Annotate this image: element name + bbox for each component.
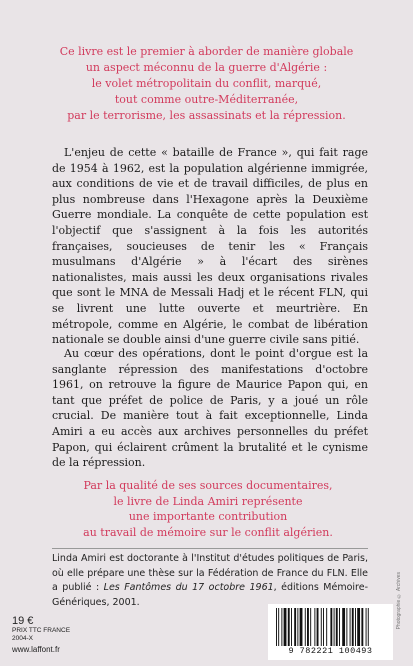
barcode-bar: [346, 608, 347, 646]
outro-line: au travail de mémoire sur le conflit algérien.: [83, 525, 333, 539]
barcode-bar: [278, 608, 279, 646]
barcode-bar: [336, 608, 338, 646]
author-bio: [52, 552, 368, 610]
barcode-bar: [357, 608, 360, 646]
barcode-bar: [330, 608, 332, 646]
barcode-bar: [339, 608, 340, 646]
price-label: PRIX TTC FRANCE: [12, 627, 71, 634]
barcode-bar: [300, 608, 303, 646]
barcode-bar: [307, 608, 309, 646]
outro-line: Par la qualité de ses sources documentaires,: [83, 479, 333, 492]
intro-line: par le terrorisme, les assassinats et la répression.: [67, 109, 346, 122]
barcode-bar: [368, 608, 369, 646]
barcode-bars: [276, 608, 384, 646]
barcode-bar: [361, 608, 363, 646]
barcode-bar: [317, 608, 319, 646]
barcode-bar: [355, 608, 356, 646]
barcode-bar: [350, 608, 351, 646]
barcode-bar: [326, 608, 327, 646]
outro-line: une importante contribution: [128, 510, 288, 524]
intro-line: tout comme outre-Méditerranée,: [114, 93, 299, 106]
barcode-bar: [352, 608, 354, 646]
barcode-bar: [310, 608, 311, 646]
barcode-bar: [342, 608, 345, 646]
body-paragraph-2: Au cœur des opérations, dont le point d'orgue est la sanglante répression des manifestations d'octobre 1961, on retrouve la figure de Maurice Papon qui, en tant que préfet de police de Paris, y a joué un rôle crucial. De manière tout à fait exceptionnelle, Linda Amiri a eu accès aux archives personnelles du préfet Papon, qui éclairent crûment la brutalité et le cynisme de la répression.: [52, 347, 368, 470]
photo-credits: Photographie © Archives: [396, 572, 402, 630]
barcode-number: 9 782221 100493: [288, 646, 373, 656]
publisher-url: www.laffont.fr: [12, 645, 60, 654]
price-amount: 19 €: [12, 615, 34, 627]
barcode-bar: [284, 608, 287, 646]
body-paragraph-1: L'enjeu de cette « bataille de France », qui fait rage de 1954 à 1962, est la population algérienne immigrée, aux conditions de vie et de travail difficiles, de plus en plus nombreuse dans l'Hexagone après la Deuxième Guerre mondiale. La conquête de cette population est l'objectif que s'assignent à la fois les autorités françaises, soucieuses de tenir les « Français musulmans d'Algérie » à l'écart des sirènes nationalistes, mais aussi les deux organisations rivales que sont le MNA de Messali Hadj et le récent FLN, qui se livrent une lutte ouverte et meurtrière. En métropole, comme en Algérie, le combat de libération nationale se double ainsi d'une guerre civile sans pitié.: [52, 146, 368, 347]
barcode-bar: [323, 608, 324, 646]
barcode-bar: [288, 608, 290, 646]
barcode-bar: [294, 608, 296, 646]
barcode-bar: [291, 608, 292, 646]
isbn-barcode: [268, 604, 393, 660]
intro-blurb: [40, 44, 373, 124]
barcode-bar: [276, 608, 277, 646]
divider: [52, 548, 368, 549]
barcode-bar: [321, 608, 322, 646]
barcode-bar: [297, 608, 298, 646]
author-bio-end: , éditions Mémoire-Génériques, 2001.: [52, 582, 369, 608]
author-book-title: Les Fantômes du 17 octobre 1961: [103, 582, 274, 593]
barcode-bar: [281, 608, 282, 646]
intro-line: Ce livre est le premier à aborder de manière globale: [59, 45, 354, 58]
barcode-bar: [314, 608, 315, 646]
author-bio-text: Linda Amiri est doctorante à l'Institut d'études politiques de Paris, où elle prépare une thèse sur la Fédération de France du FLN. Elle a publié :: [52, 553, 368, 593]
price-code: 2004-X: [12, 635, 33, 642]
price-block: [12, 615, 70, 654]
intro-line: un aspect méconnu de la guerre d'Algérie :: [85, 61, 328, 74]
barcode-bar: [305, 608, 306, 646]
outro-line: le livre de Linda Amiri représente: [113, 494, 303, 508]
barcode-bar: [334, 608, 335, 646]
outro-blurb: [50, 478, 366, 540]
barcode-bar: [366, 608, 367, 646]
intro-line: le volet métropolitain du conflit, marqué,: [91, 77, 322, 90]
